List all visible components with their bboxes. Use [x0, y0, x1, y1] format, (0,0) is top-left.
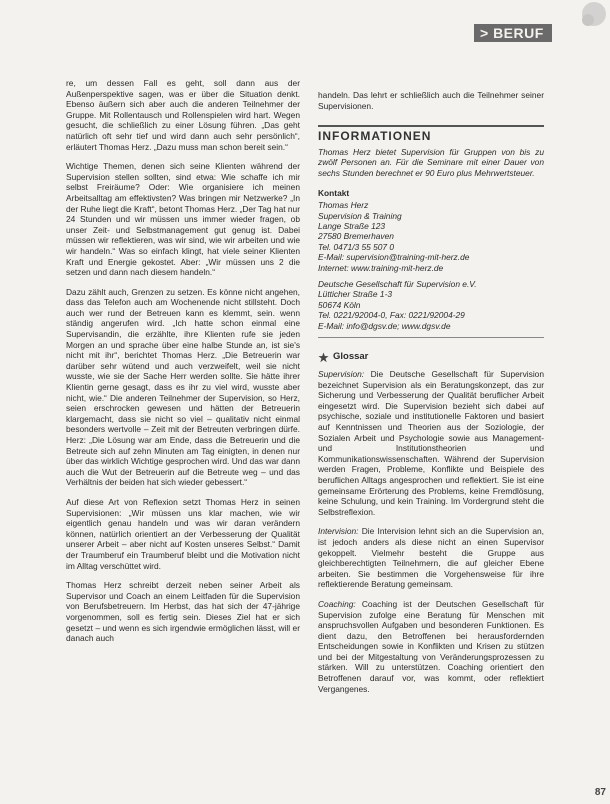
glossar-text: Die Deutsche Gesellschaft für Supervision bezeichnet Supervision als ein Beratungskonzept, das zur Sicherung und Verbesserung der Qualität beruflicher Arbeit eingesetzt wird. Die Supervision bezieht sich dabei auf psychische, soziale und institutionelle Faktoren und basiert auf Kenntnissen und Theorien aus der Soziologie, der Sozialen Arbeit und Psychologie sowie aus Management- und Institutionstheorien und Kommunikationswissenschaften. Während der Supervision werden Fragen, Probleme, Konflikte und Beispiele des beruflichen Alltags angesprochen und reflektiert. Sie ist eine gemeinsame Erörterung des Problems, keine Fremdlösung, keine Schulung, und kein Training. Im Vordergrund steht die Selbstreflexion.	[318, 369, 544, 517]
paragraph: handeln. Das lehrt er schließlich auch die Teilnehmer seiner Supervisionen.	[318, 90, 544, 111]
paragraph: Dazu zählt auch, Grenzen zu setzen. Es könne nicht angehen, dass das Telefon auch am Wochenende nicht stillsteht. Doch auch wer rund der Betreuen kann es klemmt, sein. wenn ständig angerufen wird. „Ich hatte schon einmal eine Supervisandin, die erzählte, ihre Klienten rufe sie jeden Morgen an und sprache über eine halbe Stunde an, ist sie's nicht mit ihr“, berichtet Thomas Herz. „Die Betreuerin war darüber sehr wütend und auch verzweifelt, weil sie nicht wusste, wie sie der Sache Herr werden sollte. Sie hätte ihrer Klientin gerne gesagt, dass es ihr zu viel wird, wusste aber nicht, wie.“ Die anderen Teilnehmer der Supervision, so Herz, seien erschrocken gewesen und hätten der Betreuerin klargemacht, dass sie nicht so viel – qualitativ nicht einmal besonders wertvolle – Zeit mit der Betreuten verbringen dürfe. Herz: „Die Lösung war am Ende, dass die Betreuerin und die Betreute sich auf zehn Minuten am Tag einigten, in denen nur über das wirklich Wichtige gesprochen wird. Und das war dann auch die Wut der Betreuerin auf die Betreute weg – und das Verhältnis der beiden hat sich wieder gebessert.“	[66, 286, 300, 488]
glossar-entry	[318, 599, 544, 694]
contact-email-link[interactable]: E-Mail: supervision@training-mit-herz.de	[318, 252, 470, 263]
glossar-term: Coaching:	[318, 598, 356, 609]
org-line: Deutsche Gesellschaft für Supervision e.V.	[318, 279, 477, 289]
glossar-text: Die Intervision lehnt sich an die Supervision an, ist jedoch anders als diese nicht an einen Supervisor gekoppelt. Vielmehr besteht die Gruppe aus gleichberechtigten Teilnehmern, die auf gleicher Ebene arbeiten. Sie bestimmen die Vorgehensweise für ihre reflektierende Beratung gemeinsam.	[318, 526, 544, 590]
org-line: Tel. 0221/92004-0, Fax: 0221/92004-29	[318, 310, 465, 321]
glossar-term: Supervision:	[318, 369, 365, 380]
paragraph: Thomas Herz schreibt derzeit neben seiner Arbeit als Supervisor und Coach an einem Leitfaden für die Supervision von Berufsbetreuern. Im Herbst, das hat sich der 47-jährige vorgenommen, soll es fertig sein. Dieses Ziel hat er sich gesetzt – und wenn es sich irgendwie ermöglichen lässt, will er danach auch	[66, 580, 300, 644]
paragraph: re, um dessen Fall es geht, soll dann aus der Außenperspektive sagen, was er über die Situation denkt. Ebenso äußern sich aber auch die anderen Teilnehmer der Gruppe. Mit Rollentausch und Rollenspielen wird hart. Wegen gesucht, die schließlich zu einer Lösung führen. „Das geht natürlich oft sehr tief und wird dann auch sehr persönlich“, erläutert Thomas Herz. „Dazu muss man schon bereit sein.“	[66, 78, 300, 152]
glossar-entry	[318, 526, 544, 590]
org-line: Lütticher Straße 1-3	[318, 289, 393, 300]
star-icon	[318, 352, 329, 363]
org-line: 50674 Köln	[318, 299, 361, 310]
left-column	[66, 78, 300, 653]
glossar-heading	[318, 352, 544, 363]
divider	[318, 337, 544, 338]
section-tag: > BERUF	[474, 24, 552, 42]
contact-line: 27580 Bremerhaven	[318, 231, 394, 242]
contact-line: Thomas Herz	[318, 200, 369, 211]
glossar-list	[318, 369, 544, 694]
paragraph: Auf diese Art von Reflexion setzt Thomas Herz in seinen Supervisionen: „Wir müssen uns klar machen, wie wir eigentlich genau handeln und was wir daran verändern können, natürlich orientiert an der Verbesserung der Qualität unserer Arbeit – aber nicht auf Kosten unseres Selbst.“ Damit der Traumberuf ein Traumberuf bleibt und die Motivation nicht im Alltag verschüttet wird.	[66, 496, 300, 571]
contact-website-link[interactable]: Internet: www.training-mit-herz.de	[318, 262, 444, 273]
contact-block	[318, 200, 544, 273]
info-box-title: INFORMATIONEN	[318, 125, 544, 142]
info-box	[318, 125, 544, 338]
kontakt-heading: Kontakt	[318, 187, 350, 198]
glossar-term: Intervision:	[318, 526, 359, 537]
info-box-intro: Thomas Herz bietet Supervision für Gruppen von bis zu zwölf Personen an. Für die Seminare mit einer Dauer von sechs Stunden berechnet er 90 Euro plus Mehrwertsteuer.	[318, 146, 544, 178]
glossar-text: Coaching ist der Deutschen Gesellschaft für Supervision zufolge eine Beratung für Menschen mit anspruchsvollen Aufgaben und besonderen Funktionen. Es dient dazu, den Betroffenen bei herausfordernden Entscheidungen sowie in Konflikten und Krisen zu stützen und bei der Mitgestaltung von Veränderungsprozessen zu stärken. Will zu unterstützen. Coaching orientiert den Betroffenen darauf vor, was kommt, oder reflektiert Vergangenes.	[318, 598, 544, 694]
glossar-title: Glossar	[333, 351, 369, 363]
corner-stamp-icon	[568, 0, 610, 40]
contact-line: Lange Straße 123	[318, 220, 386, 231]
right-column	[318, 90, 544, 703]
paragraph: Wichtige Themen, denen sich seine Klienten während der Supervision stellen sollten, sind etwa: Wie schaffe ich mir selbst Freiräume? Oder: Wie organisiere ich meinen Arbeitsalltag am effektivsten? Was bringen mir Netzwerke? „In der Ruhe liegt die Kraft“, betont Thomas Herz. „Der Tag hat nur 24 Stunden und wir müssen uns immer wieder fragen, ob unser Zeit- und Selbstmanagement gut genug ist. Dabei müssen wir reflektieren, was wir sind, wie wir arbeiten und wie wir handeln.“ Was so einfach klingt, hat viele seiner Klienten Kraft und Energie gekostet. Aber: „Wir müssen uns 2 die setzen und dann nach diesem handeln.“	[66, 161, 300, 278]
page-number: 87	[594, 787, 606, 798]
contact-line: Supervision & Training	[318, 210, 402, 221]
contact-line: Tel. 0471/3 55 507 0	[318, 241, 395, 252]
org-email-link[interactable]: E-Mail: info@dgsv.de; www.dgsv.de	[318, 320, 451, 331]
glossar-entry	[318, 369, 544, 517]
organization-block	[318, 279, 544, 331]
